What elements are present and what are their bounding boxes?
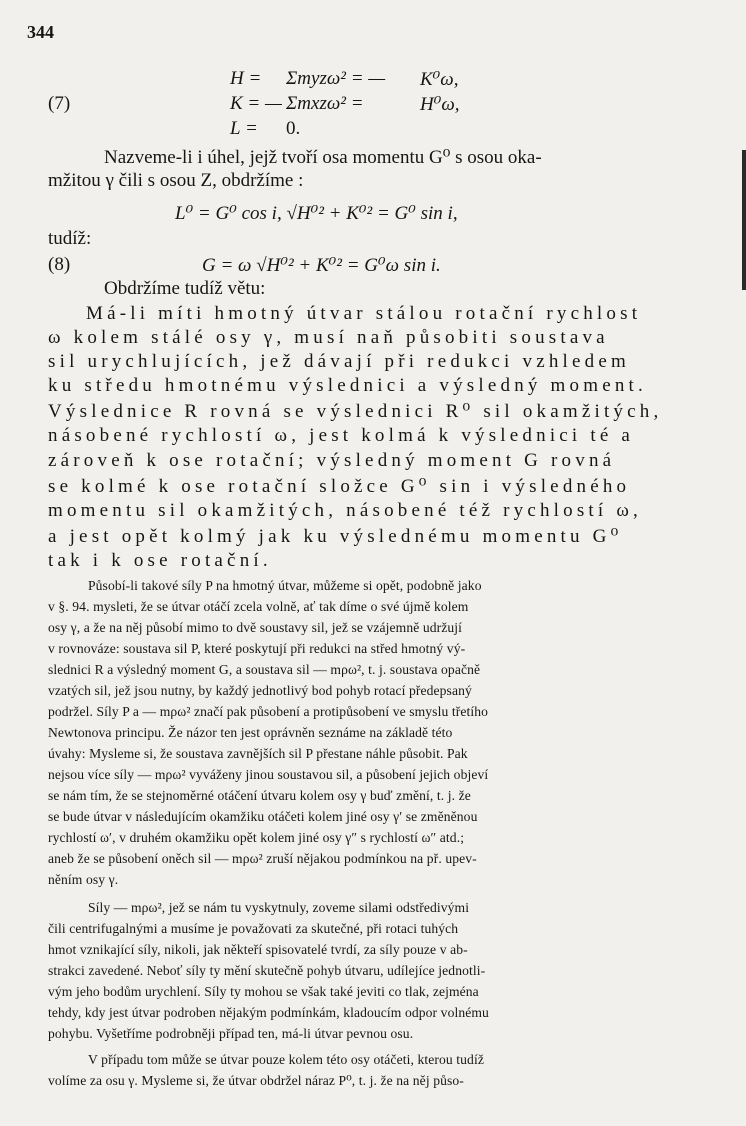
text-line: osy γ, a že na něj působí mimo to dvě soustavy sil, jež se vzájemně udržují — [48, 620, 463, 635]
equation-number: (8) — [48, 254, 71, 275]
theorem-line: a jest opět kolmý jak ku výslednému momentu G⁰ — [48, 526, 623, 547]
scan-edge-shadow — [742, 150, 746, 290]
text-line: něním osy γ. — [48, 872, 119, 887]
equation-number: (7) — [48, 93, 71, 114]
text-line: strakci zavedené. Neboť síly ty mění skutečně pohyb útvaru, udílejíce jednotli- — [48, 963, 486, 978]
text-line: podržel. Síly P a — mρω² značí pak působení a protipůsobení ve smyslu třetího — [48, 704, 489, 719]
text-line: Působí-li takové síly P na hmotný útvar, můžeme si opět, podobně jako — [88, 578, 482, 593]
text-line: Newtonova principu. Že názor ten jest oprávněn seznáme na základě této — [48, 725, 453, 740]
equation-row — [48, 93, 648, 118]
equation-rhs: H⁰ω, — [420, 94, 460, 115]
text-line: v rovnováze: soustava sil P, které poskytují při redukci na střed hmotný vý- — [48, 641, 466, 656]
text-line: se bude útvar v následujícím okamžiku otáčeti kolem jiné osy γ′ se změněnou — [48, 809, 478, 824]
equation-middle: Σmyzω² = — — [286, 68, 386, 89]
equation-8: G = ω √H⁰² + K⁰² = G⁰ω sin i. — [202, 255, 441, 276]
text-line: v §. 94. mysleti, že se útvar otáčí zcela volně, ať tak díme o své újmě kolem — [48, 599, 469, 614]
theorem-line: tak i k ose rotační. — [48, 550, 272, 571]
equation-row — [48, 118, 648, 143]
equation-block-7 — [48, 68, 648, 143]
theorem-line: zároveň k ose rotační; výsledný moment G rovná — [48, 450, 616, 471]
equation-rhs: K⁰ω, — [420, 69, 459, 90]
theorem-line: momentu sil okamžitých, násobené též rychlostí ω, — [48, 500, 642, 521]
theorem-line: sil urychlujících, jež dávají při redukci vzhledem — [48, 351, 630, 372]
theorem-line: Výslednice R rovná se výslednici R⁰ sil okamžitých, — [48, 401, 663, 422]
equation-lhs: K = — — [230, 93, 282, 114]
theorem-line: ω kolem stálé osy γ, musí naň působiti soustava — [48, 327, 609, 348]
equation-middle: Σmxzω² = — [286, 93, 364, 114]
text-line: tehdy, kdy jest útvar podroben nějakým podmínkám, kladoucím odpor volnému — [48, 1005, 489, 1020]
text-line: pohybu. Vyšetříme podrobněji případ ten, má-li útvar pevnou osu. — [48, 1026, 414, 1041]
paragraph-line: Nazveme-li i úhel, jejž tvoří osa momentu G⁰ s osou oka- — [104, 147, 542, 168]
text-line: slednici R a výsledný moment G, a soustava sil — mρω², t. j. soustava opačně — [48, 662, 481, 677]
text-line: nejsou více síly — mρω² vyváženy jinou soustavou sil, a působení jejich objeví — [48, 767, 489, 782]
text-line: aneb že se působení oněch sil — mρω² zruší nějakou podmínkou na př. upev- — [48, 851, 477, 866]
page-number: 344 — [27, 22, 54, 42]
text-line: vým jeho bodům urychlení. Síly ty mohou se však také jeviti co tlak, zejména — [48, 984, 479, 999]
text-line: hmot vznikající síly, nikoli, jak někteří spisovatelé tvrdí, za síly pouze v ab- — [48, 942, 468, 957]
equation-lhs: H = — [230, 68, 262, 89]
equation-line: L⁰ = G⁰ cos i, √H⁰² + K⁰² = G⁰ sin i, — [175, 203, 458, 224]
equation-row — [48, 68, 648, 93]
text-line: čili centrifugalnými a musíme je považovati za skutečné, při rotaci tuhých — [48, 921, 459, 936]
text-line: vzatých sil, jež jsou nutny, by každý jednotlivý bod pohyb rotací předepsaný — [48, 683, 472, 698]
paragraph-line: tudíž: — [48, 228, 92, 249]
text-line: se nám tím, že se stejnoměrné otáčení útvaru kolem osy γ buď změní, t. j. že — [48, 788, 471, 803]
text-line: úvahy: Mysleme si, že soustava zavnějších sil P přestane náhle působit. Pak — [48, 746, 468, 761]
paragraph-line: Obdržíme tudíž větu: — [104, 278, 266, 299]
theorem-line: ku středu hmotnému výslednici a výsledný moment. — [48, 375, 647, 396]
text-line: V případu tom může se útvar pouze kolem této osy otáčeti, kterou tudíž — [88, 1052, 484, 1067]
paragraph-line: mžitou γ čili s osou Z, obdržíme : — [48, 170, 304, 191]
theorem-line: se kolmé k ose rotační složce G⁰ sin i výsledného — [48, 476, 631, 497]
text-line: volíme za osu γ. Mysleme si, že útvar obdržel náraz P⁰, t. j. že na něj půso- — [48, 1073, 464, 1088]
text-line: Síly — mρω², jež se nám tu vyskytnuly, zoveme silami odstředivými — [88, 900, 470, 915]
text-line: rychlostí ω′, v druhém okamžiku opět kolem jiné osy γ″ s rychlostí ω″ atd.; — [48, 830, 465, 845]
equation-middle: 0. — [286, 118, 301, 139]
theorem-line: násobené rychlostí ω, jest kolmá k výslednici té a — [48, 425, 635, 446]
theorem-line: Má-li míti hmotný útvar stálou rotační rychlost — [86, 303, 642, 324]
equation-lhs: L = — [230, 118, 258, 139]
